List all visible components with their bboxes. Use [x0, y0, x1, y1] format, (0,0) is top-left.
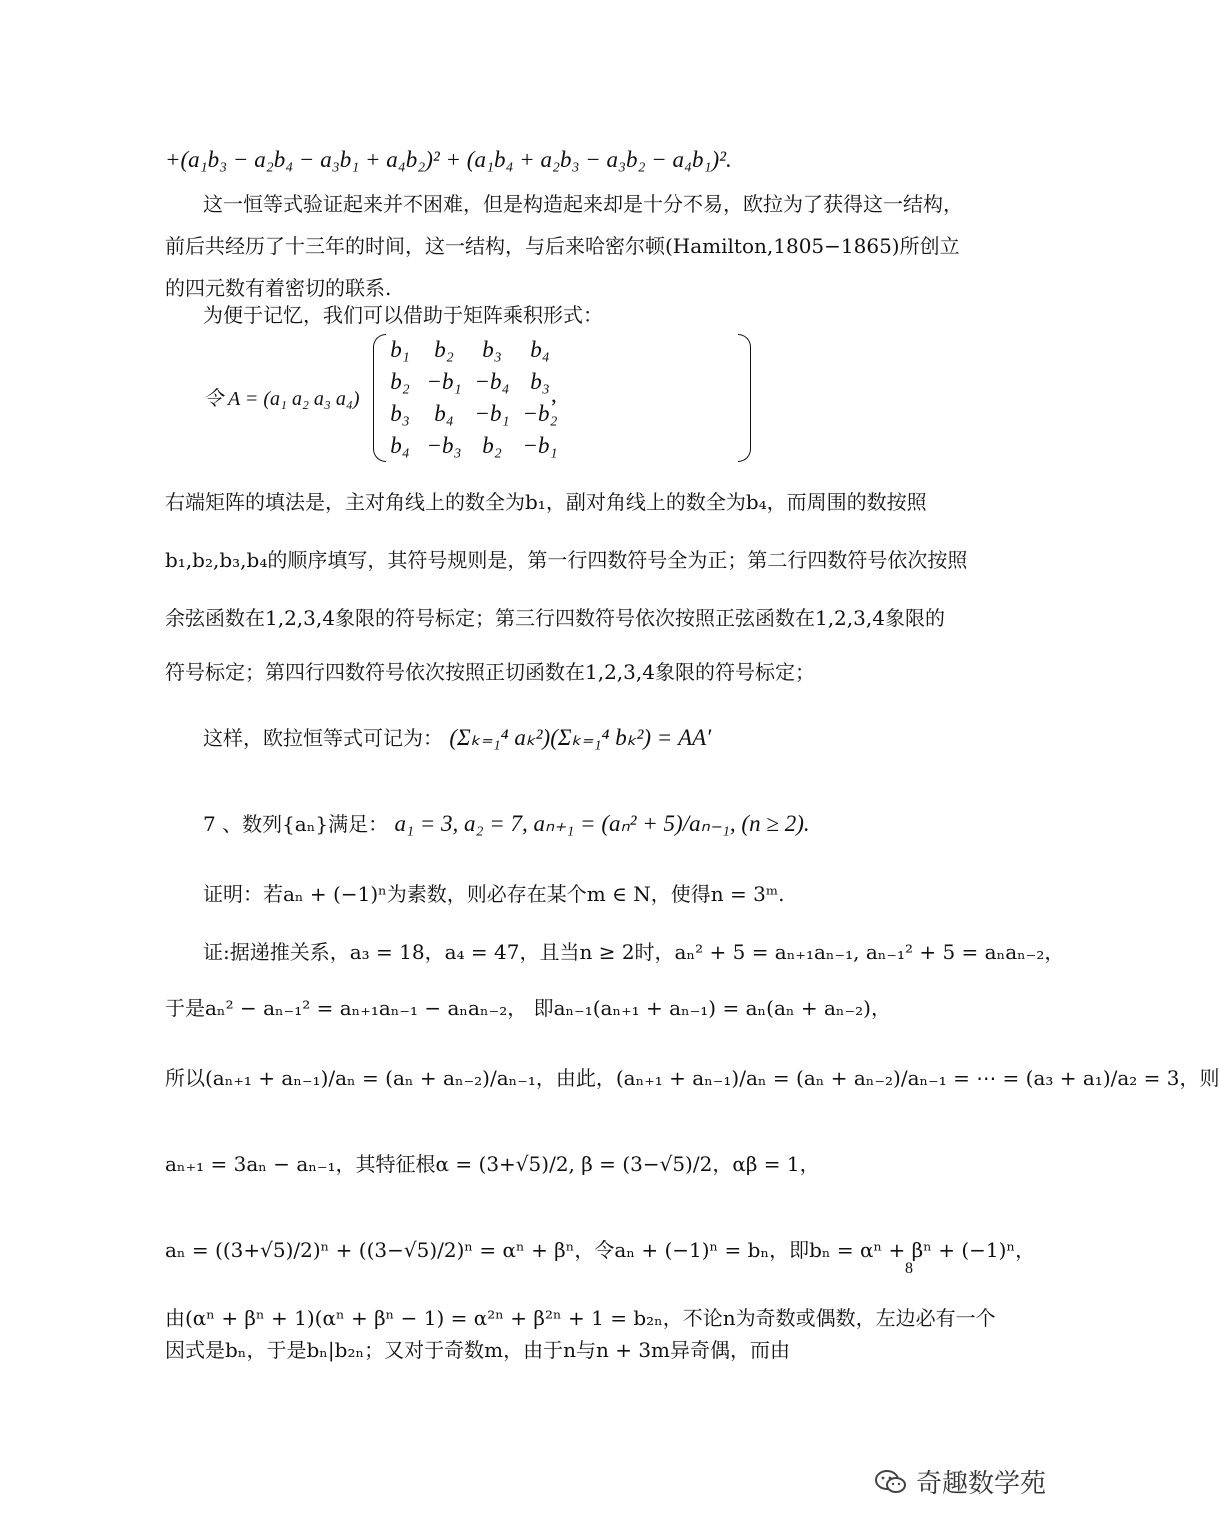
matrix-label: 令 A = (a₁ a₂ a₃ a₄)	[203, 388, 360, 410]
matrix-cell: −b₁	[522, 433, 558, 458]
equation-top-text: +(a₁b₃ − a₂b₄ − a₃b₁ + a₄b₂)² + (a₁b₄ + a₂b₃ − a₃b₂ − a₄b₁)².	[165, 147, 732, 172]
paragraph-proof-5: aₙ = ((3+√5)/2)ⁿ + ((3−√5)/2)ⁿ = αⁿ + βⁿ，令aₙ + (−1)ⁿ = bₙ，即bₙ = αⁿ + βⁿ + (−1)ⁿ，	[165, 1238, 1036, 1262]
paragraph-proof-1: 证:据递推关系，a₃ = 18，a₄ = 47，且当n ≥ 2时，aₙ² + 5 = aₙ₊₁aₙ₋₁, aₙ₋₁² + 5 = aₙaₙ₋₂，	[203, 940, 1065, 964]
paragraph-proof-6-line-2: 因式是bₙ，于是bₙ|b₂ₙ；又对于奇数m，由于n与n + 3m异奇偶，而由	[165, 1338, 791, 1362]
watermark	[874, 1463, 1046, 1500]
paragraph-1-line-1: 这一恒等式验证起来并不困难，但是构造起来却是十分不易，欧拉为了获得这一结构，	[203, 192, 963, 216]
matrix-cell: b₂	[482, 433, 502, 458]
paragraph-proof-6-line-1: 由(αⁿ + βⁿ + 1)(αⁿ + βⁿ − 1) = α²ⁿ + β²ⁿ + 1 = b₂ₙ，不论n为奇数或偶数，左边必有一个	[165, 1306, 996, 1330]
paragraph-proof-claim: 证明：若aₙ + (−1)ⁿ为素数，则必存在某个m ∈ N，使得n = 3ᵐ.	[203, 882, 785, 906]
euler-identity-formula: (Σₖ₌₁⁴ aₖ²)(Σₖ₌₁⁴ bₖ²) = AA′	[449, 725, 712, 750]
problem-7-statement	[203, 810, 810, 838]
matrix-cell: b₂	[434, 337, 454, 362]
matrix-right-bracket	[738, 334, 751, 462]
matrix-cell: b₃	[482, 337, 502, 362]
paragraph-1-line-2: 前后共经历了十三年的时间，这一结构，与后来哈密尔顿(Hamilton,1805−1865)所创立	[165, 234, 960, 258]
paragraph-3-line-1: 右端矩阵的填法是，主对角线上的数全为b₁，副对角线上的数全为b₄，而周围的数按照	[165, 490, 927, 514]
matrix-cell: b₄	[434, 401, 454, 426]
matrix-cell: b₃	[530, 369, 550, 394]
matrix-cell: b₁	[390, 337, 410, 362]
matrix-4x4	[373, 330, 751, 464]
problem-7-prefix: 7 、数列{aₙ}满足：	[203, 812, 389, 836]
paragraph-proof-4: aₙ₊₁ = 3aₙ − aₙ₋₁，其特征根α = (3+√5)/2, β = (3−√5)/2，αβ = 1，	[165, 1152, 820, 1176]
matrix-cell: −b₁	[426, 369, 462, 394]
matrix-cell: b₄	[390, 433, 410, 458]
matrix-cell: −b₁	[474, 401, 510, 426]
paragraph-proof-3: 所以(aₙ₊₁ + aₙ₋₁)/aₙ = (aₙ + aₙ₋₂)/aₙ₋₁，由此，(aₙ₊₁ + aₙ₋₁)/aₙ = (aₙ + aₙ₋₂)/aₙ₋₁ = ⋯ = (a₃ + a₁)/a₂ = 3，则	[165, 1066, 1220, 1090]
matrix-cell: b₃	[390, 401, 410, 426]
equation-top	[165, 146, 732, 174]
problem-7-formula: a₁ = 3, a₂ = 7, aₙ₊₁ = (aₙ² + 5)/aₙ₋₁, (n ≥ 2).	[394, 811, 810, 836]
matrix-cell: b₂	[390, 369, 410, 394]
paragraph-3-line-3: 余弦函数在1,2,3,4象限的符号标定；第三行四数符号依次按照正弦函数在1,2,3,4象限的	[165, 606, 945, 630]
matrix-cell: −b₄	[474, 369, 510, 394]
paragraph-proof-2: 于是aₙ² − aₙ₋₁² = aₙ₊₁aₙ₋₁ − aₙaₙ₋₂， 即aₙ₋₁(aₙ₊₁ + aₙ₋₁) = aₙ(aₙ + aₙ₋₂)，	[165, 996, 891, 1020]
paragraph-3-line-4: 符号标定；第四行四数符号依次按照正切函数在1,2,3,4象限的符号标定；	[165, 660, 815, 684]
matrix-cell: −b₂	[522, 401, 558, 426]
wechat-icon	[874, 1469, 908, 1495]
page-number: 8	[905, 1260, 913, 1277]
matrix-cell: −b₃	[426, 433, 462, 458]
matrix-cell: b₄	[530, 337, 550, 362]
watermark-text: 奇趣数学苑	[916, 1469, 1047, 1499]
paragraph-4	[203, 724, 711, 752]
paragraph-1-line-3: 的四元数有着密切的联系.	[165, 276, 392, 300]
paragraph-4-text: 这样，欧拉恒等式可记为：	[203, 726, 443, 750]
matrix-tail: ,	[551, 382, 557, 407]
paragraph-2: 为便于记忆，我们可以借助于矩阵乘积形式：	[203, 303, 603, 327]
paragraph-3-line-2: b₁,b₂,b₃,b₄的顺序填写，其符号规则是，第一行四数符号全为正；第二行四数符号依次按照	[165, 548, 968, 572]
